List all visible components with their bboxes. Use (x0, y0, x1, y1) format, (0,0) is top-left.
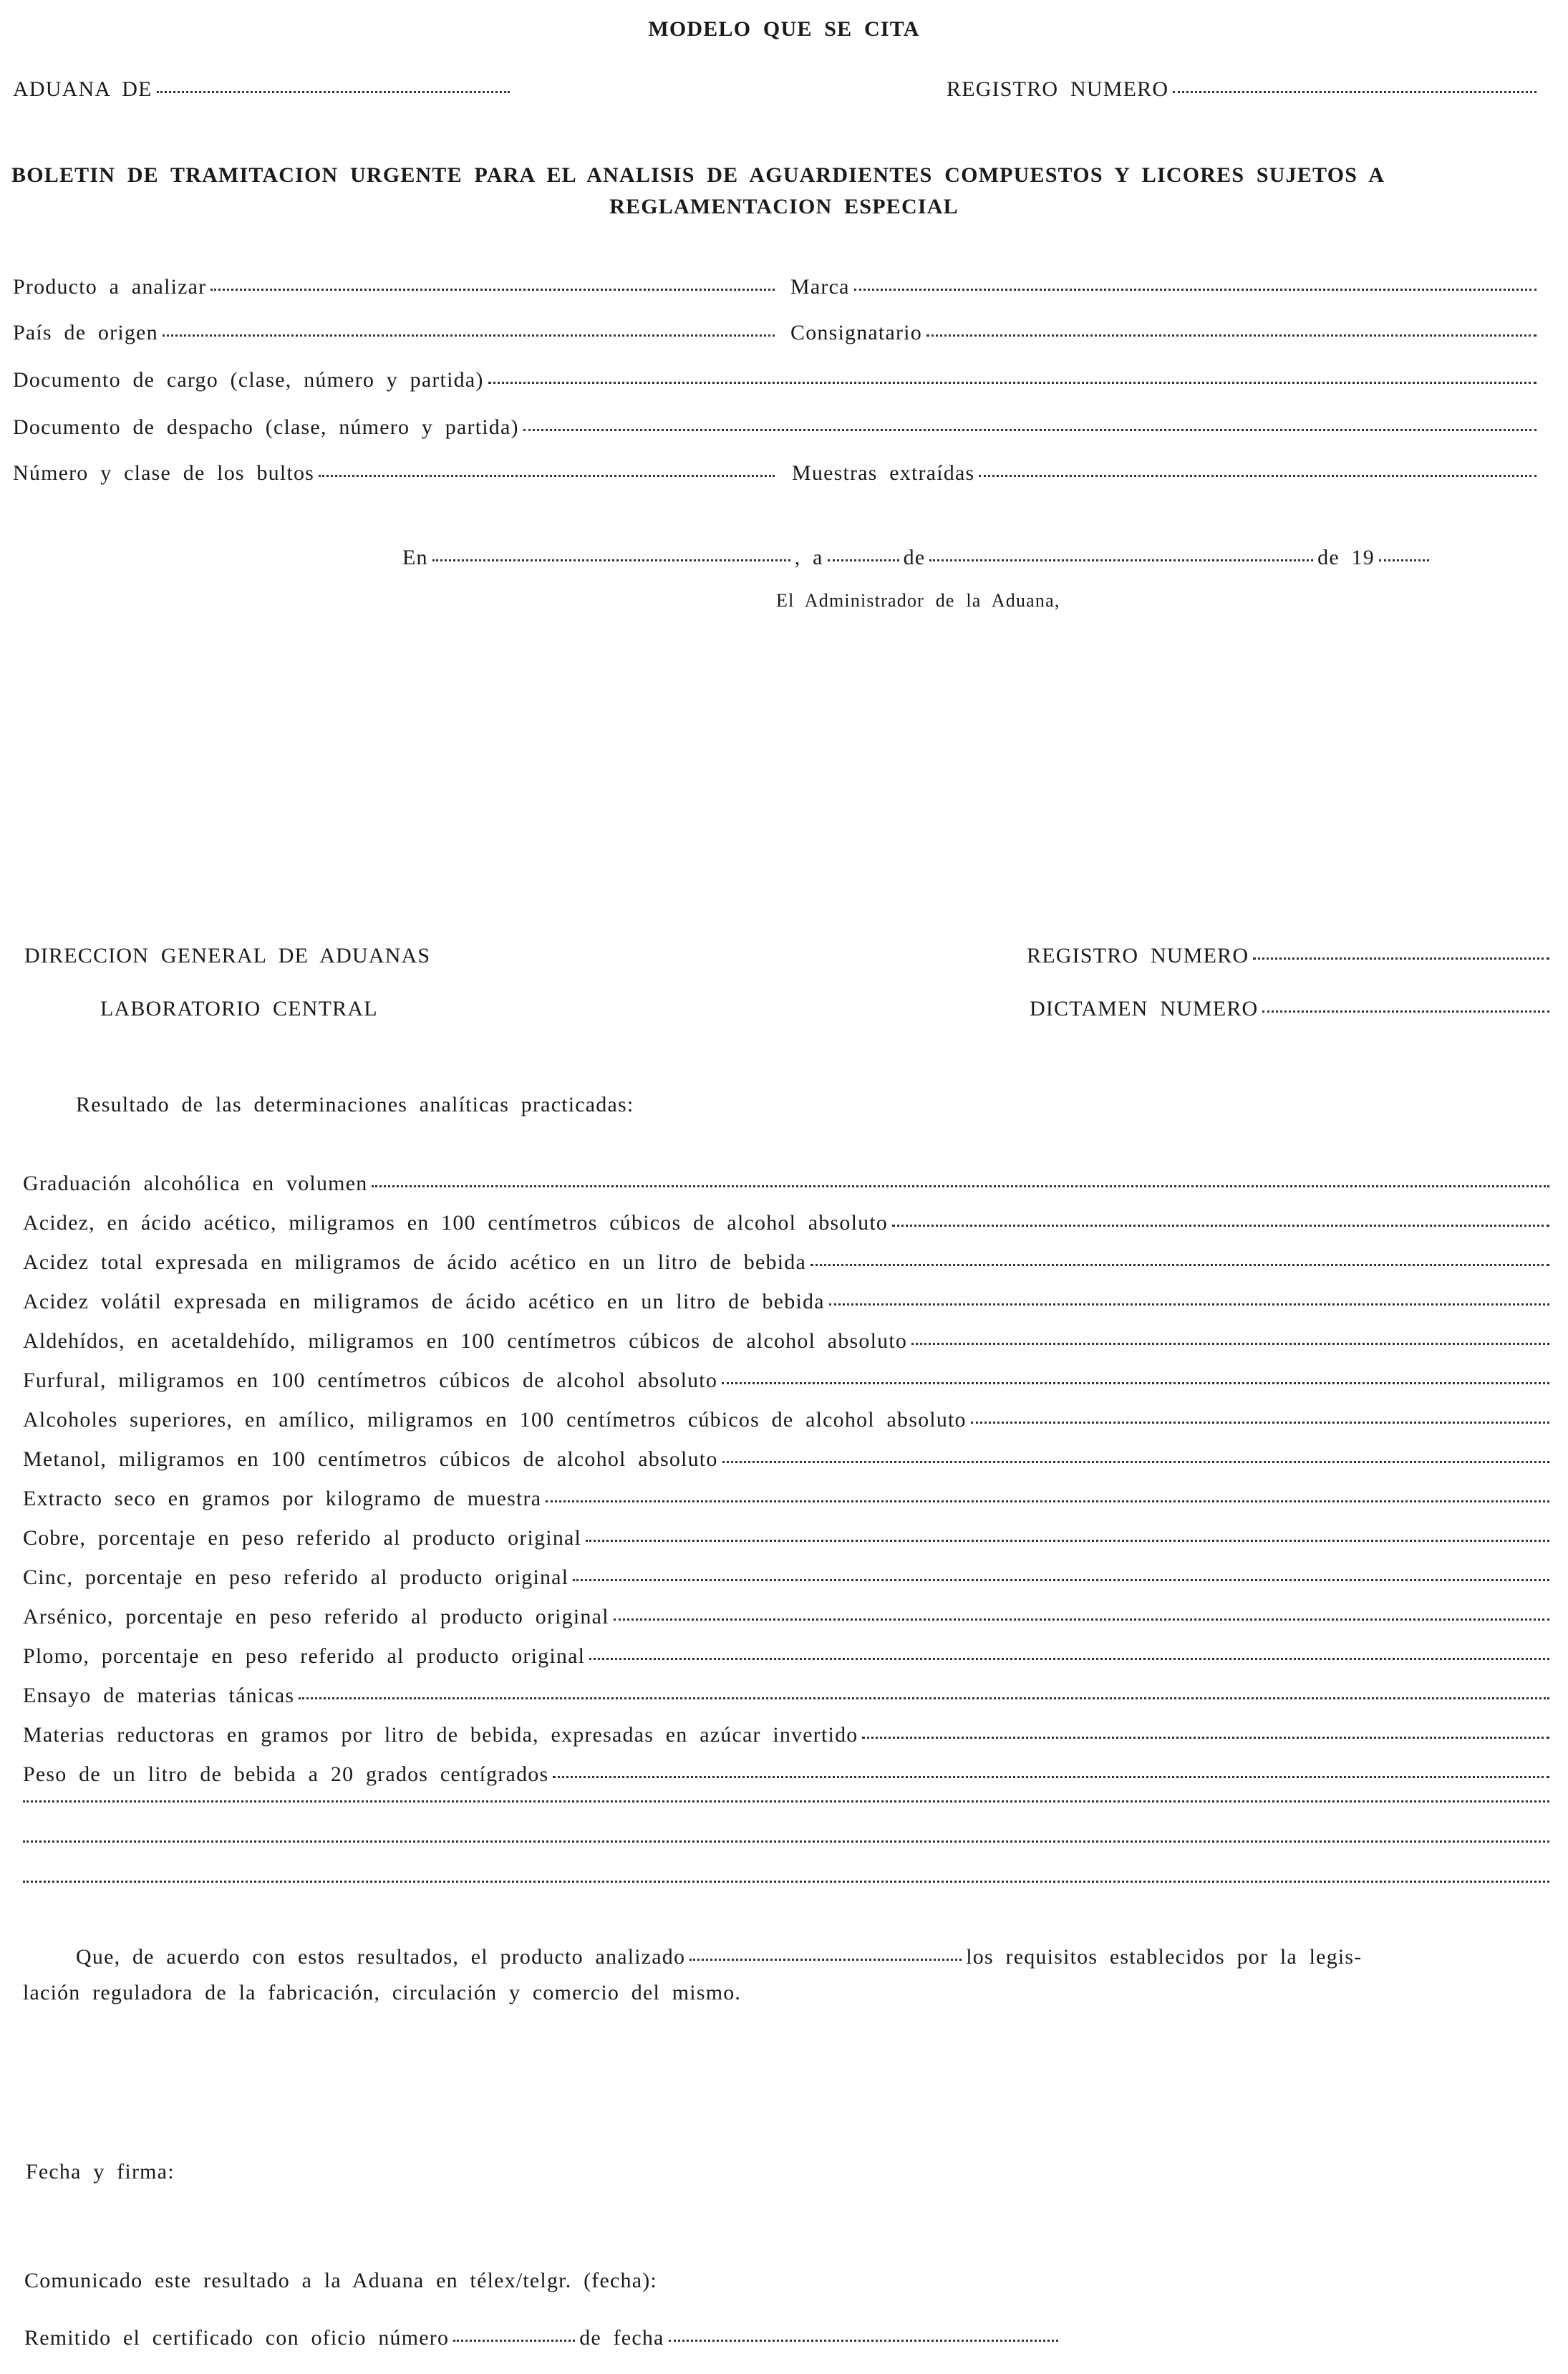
remitido-line[interactable] (24, 2326, 1063, 2350)
date-de19-label: de 19 (1317, 546, 1375, 569)
determinacion-blank[interactable] (862, 1737, 1549, 1739)
determinacion-label: Alcoholes superiores, en amílico, miligramos en 100 centímetros cúbicos de alcohol absoluto (23, 1408, 967, 1432)
date-de-label: de (903, 546, 926, 569)
registro-field-top[interactable] (947, 77, 1541, 102)
determinacion-row[interactable] (23, 1369, 1554, 1393)
determinacion-row[interactable] (23, 1290, 1554, 1314)
determinacion-blank[interactable] (573, 1579, 1549, 1581)
consignatario-field[interactable] (790, 321, 1541, 345)
date-year-blank[interactable] (1379, 559, 1429, 561)
de-fecha-label: de fecha (579, 2326, 664, 2350)
date-line[interactable] (402, 546, 1433, 570)
determinacion-label: Metanol, miligramos en 100 centímetros cúbicos de alcohol absoluto (23, 1447, 718, 1471)
consignatario-label: Consignatario (790, 321, 922, 344)
doc-despacho-field[interactable] (13, 415, 1541, 440)
dictamen-label: DICTAMEN NUMERO (1030, 997, 1259, 1020)
marca-label: Marca (790, 275, 850, 299)
registro-label-lab: REGISTRO NUMERO (1027, 944, 1249, 968)
boletin-title-line2: REGLAMENTACION ESPECIAL (609, 195, 959, 218)
determinacion-blank[interactable] (299, 1697, 1549, 1699)
conclusion-part2: los requisitos establecidos por la legis- (966, 1945, 1363, 1969)
determinacion-row[interactable] (23, 1723, 1554, 1747)
date-day-blank[interactable] (828, 559, 899, 561)
date-place-blank[interactable] (432, 559, 790, 561)
determinacion-blank[interactable] (829, 1303, 1549, 1306)
determinacion-label: Cinc, porcentaje en peso referido al producto original (23, 1565, 569, 1589)
doc-cargo-field[interactable] (13, 368, 1541, 392)
determinacion-row[interactable] (23, 1250, 1554, 1275)
boletin-title-line1: BOLETIN DE TRAMITACION URGENTE PARA EL ANALISIS DE AGUARDIENTES COMPUESTOS Y LICORES SUJETOS A (11, 163, 1385, 187)
determinacion-blank[interactable] (586, 1540, 1549, 1542)
extra-blank-line[interactable] (23, 1883, 1554, 1886)
determinacion-row[interactable] (23, 1408, 1554, 1432)
muestras-blank[interactable] (979, 475, 1536, 477)
doc-cargo-label: Documento de cargo (clase, número y partida) (13, 368, 484, 392)
page-title: MODELO QUE SE CITA (648, 17, 920, 41)
date-en-label: En (402, 546, 428, 569)
determinacion-blank[interactable] (722, 1461, 1549, 1463)
determinacion-label: Furfural, miligramos en 100 centímetros cúbicos de alcohol absoluto (23, 1369, 718, 1392)
muestras-field[interactable] (792, 461, 1541, 486)
determinacion-row[interactable] (23, 1329, 1554, 1354)
determinacion-row[interactable] (23, 1684, 1554, 1708)
doc-despacho-blank[interactable] (523, 429, 1536, 431)
dictamen-field[interactable] (1030, 997, 1554, 1021)
producto-field[interactable] (13, 275, 779, 299)
determinacion-label: Materias reductoras en gramos por litro de bebida, expresadas en azúcar invertido (23, 1723, 858, 1747)
determinacion-blank[interactable] (546, 1500, 1549, 1502)
producto-label: Producto a analizar (13, 275, 207, 299)
determinacion-label: Cobre, porcentaje en peso referido al producto original (23, 1526, 582, 1550)
registro-label-top: REGISTRO NUMERO (947, 77, 1169, 101)
determinacion-blank[interactable] (614, 1618, 1549, 1621)
registro-field-lab[interactable] (1027, 944, 1554, 968)
bultos-label: Número y clase de los bultos (13, 461, 315, 485)
conclusion-line2: lación reguladora de la fabricación, circulación y comercio del mismo. (23, 1981, 742, 2004)
determinacion-label: Acidez, en ácido acético, miligramos en 100 centímetros cúbicos de alcohol absoluto (23, 1211, 889, 1235)
determinacion-label: Acidez total expresada en miligramos de ácido acético en un litro de bebida (23, 1250, 806, 1274)
determinacion-blank[interactable] (589, 1658, 1549, 1660)
determinacion-label: Extracto seco en gramos por kilogramo de muestra (23, 1487, 542, 1510)
determinacion-blank[interactable] (892, 1225, 1549, 1227)
determinacion-label: Plomo, porcentaje en peso referido al producto original (23, 1644, 586, 1668)
extra-blank-line[interactable] (23, 1843, 1554, 1845)
oficio-number-blank[interactable] (453, 2340, 575, 2342)
extra-blank-line[interactable] (23, 1803, 1554, 1805)
marca-blank[interactable] (854, 289, 1536, 291)
resultado-heading: Resultado de las determinaciones analíticas practicadas: (76, 1093, 634, 1116)
bultos-blank[interactable] (319, 475, 775, 477)
determinacion-blank[interactable] (971, 1422, 1549, 1424)
determinacion-row[interactable] (23, 1526, 1554, 1550)
laboratorio-central-label: LABORATORIO CENTRAL (100, 997, 378, 1020)
remitido-label: Remitido el certificado con oficio número (24, 2326, 450, 2350)
registro-blank-lab[interactable] (1253, 957, 1549, 960)
determinacion-label: Peso de un litro de bebida a 20 grados centígrados (23, 1762, 549, 1786)
doc-despacho-label: Documento de despacho (clase, número y partida) (13, 415, 519, 439)
direccion-general-label: DIRECCION GENERAL DE ADUANAS (24, 944, 431, 968)
bultos-field[interactable] (13, 461, 779, 486)
remitido-fecha-blank[interactable] (669, 2340, 1058, 2342)
conclusion-part1: Que, de acuerdo con estos resultados, el producto analizado (76, 1945, 686, 1969)
determinacion-label: Arsénico, porcentaje en peso referido al producto original (23, 1605, 609, 1628)
determinacion-blank[interactable] (553, 1776, 1549, 1778)
conclusion-blank[interactable] (689, 1959, 962, 1961)
extra-blank[interactable] (23, 1881, 1549, 1883)
producto-blank[interactable] (210, 289, 775, 291)
determinacion-row[interactable] (23, 1172, 1554, 1196)
determinacion-blank[interactable] (911, 1343, 1549, 1345)
administrador-signature-label: El Administrador de la Aduana, (776, 590, 1060, 611)
determinacion-blank[interactable] (722, 1382, 1549, 1384)
determinacion-row[interactable] (23, 1762, 1554, 1787)
fecha-firma-label: Fecha y firma: (26, 2160, 175, 2184)
determinacion-row[interactable] (23, 1211, 1554, 1235)
dictamen-blank[interactable] (1262, 1010, 1549, 1013)
determinacion-row[interactable] (23, 1644, 1554, 1669)
aduana-field[interactable] (13, 77, 514, 102)
registro-blank-top[interactable] (1173, 91, 1536, 93)
extra-blank[interactable] (23, 1840, 1549, 1843)
determinacion-label: Aldehídos, en acetaldehído, miligramos en 100 centímetros cúbicos de alcohol absoluto (23, 1329, 908, 1353)
pais-field[interactable] (13, 321, 779, 345)
determinacion-blank[interactable] (372, 1185, 1549, 1187)
conclusion-line[interactable] (76, 1945, 1554, 1969)
muestras-label: Muestras extraídas (792, 461, 975, 485)
aduana-blank[interactable] (157, 91, 510, 93)
pais-label: País de origen (13, 321, 158, 344)
marca-field[interactable] (790, 275, 1541, 299)
determinacion-label: Graduación alcohólica en volumen (23, 1172, 368, 1195)
determinacion-label: Ensayo de materias tánicas (23, 1684, 295, 1707)
date-a-label: , a (794, 546, 823, 569)
date-month-blank[interactable] (929, 559, 1313, 561)
doc-cargo-blank[interactable] (488, 382, 1536, 384)
consignatario-blank[interactable] (926, 334, 1536, 337)
pais-blank[interactable] (163, 334, 775, 337)
comunicado-label: Comunicado este resultado a la Aduana en télex/telgr. (fecha): (24, 2269, 657, 2292)
determinacion-row[interactable] (23, 1447, 1554, 1472)
determinacion-blank[interactable] (810, 1264, 1549, 1266)
aduana-label: ADUANA DE (13, 77, 153, 101)
determinacion-row[interactable] (23, 1487, 1554, 1511)
determinacion-row[interactable] (23, 1565, 1554, 1590)
determinacion-row[interactable] (23, 1605, 1554, 1629)
determinacion-label: Acidez volátil expresada en miligramos de ácido acético en un litro de bebida (23, 1290, 825, 1313)
extra-blank[interactable] (23, 1800, 1549, 1803)
